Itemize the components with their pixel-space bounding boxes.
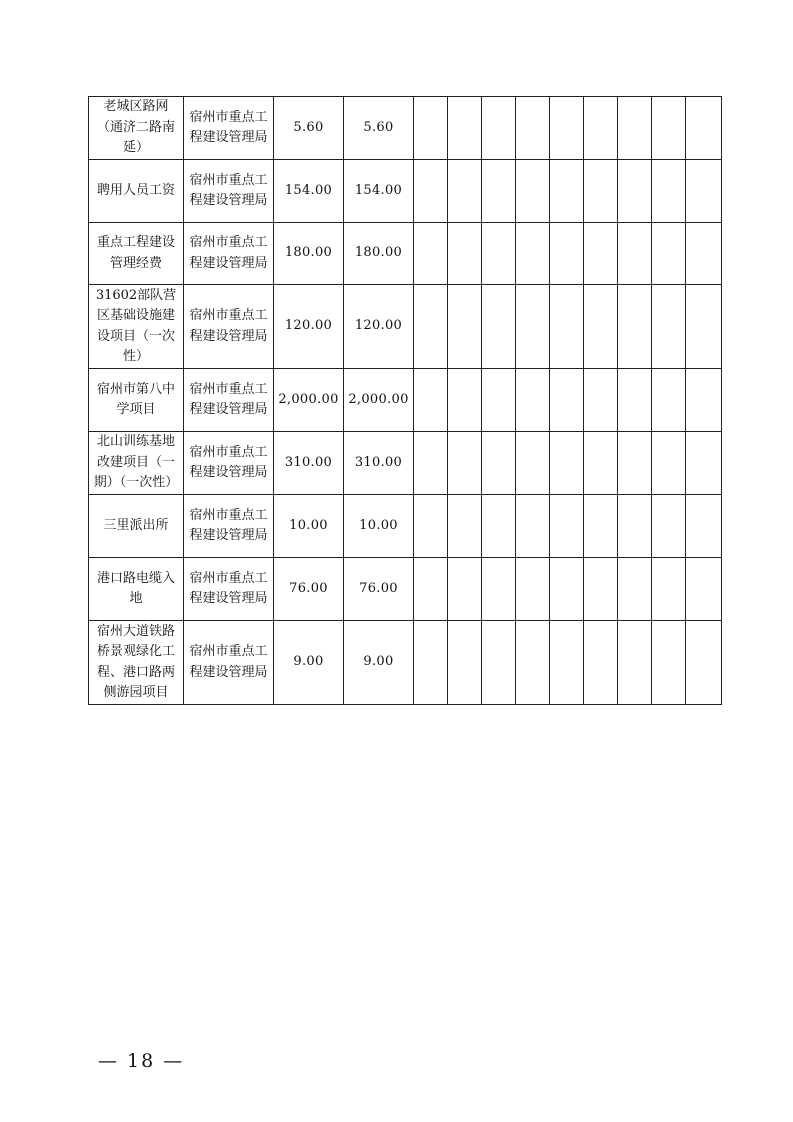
empty-cell [550, 223, 584, 285]
empty-cell [516, 558, 550, 621]
table-body [89, 97, 722, 705]
empty-cell [550, 495, 584, 558]
empty-cell [516, 97, 550, 160]
empty-cell [414, 223, 448, 285]
empty-cell [414, 97, 448, 160]
empty-cell [414, 432, 448, 495]
empty-cell [618, 97, 652, 160]
project-cell: 港口路电缆入地 [89, 558, 184, 621]
unit-cell: 宿州市重点工程建设管理局 [184, 97, 274, 160]
amount-total-cell: 9.00 [344, 621, 414, 705]
empty-cell [414, 558, 448, 621]
table-row [89, 160, 722, 223]
empty-cell [550, 369, 584, 432]
unit-cell: 宿州市重点工程建设管理局 [184, 285, 274, 369]
amount-total-cell: 10.00 [344, 495, 414, 558]
empty-cell [686, 160, 722, 223]
table-row [89, 223, 722, 285]
project-cell: 三里派出所 [89, 495, 184, 558]
amount-cell: 76.00 [274, 558, 344, 621]
empty-cell [618, 558, 652, 621]
amount-cell: 310.00 [274, 432, 344, 495]
project-cell: 聘用人员工资 [89, 160, 184, 223]
empty-cell [618, 621, 652, 705]
empty-cell [482, 369, 516, 432]
empty-cell [516, 432, 550, 495]
empty-cell [584, 160, 618, 223]
empty-cell [584, 97, 618, 160]
table-row [89, 432, 722, 495]
amount-total-cell: 180.00 [344, 223, 414, 285]
empty-cell [482, 97, 516, 160]
empty-cell [686, 285, 722, 369]
empty-cell [448, 495, 482, 558]
budget-table [88, 96, 722, 705]
empty-cell [686, 223, 722, 285]
project-cell: 重点工程建设管理经费 [89, 223, 184, 285]
empty-cell [414, 285, 448, 369]
empty-cell [482, 558, 516, 621]
empty-cell [516, 495, 550, 558]
empty-cell [618, 285, 652, 369]
page-number: — 18 — [98, 1050, 185, 1072]
empty-cell [482, 223, 516, 285]
empty-cell [618, 223, 652, 285]
unit-cell: 宿州市重点工程建设管理局 [184, 369, 274, 432]
empty-cell [550, 97, 584, 160]
empty-cell [550, 285, 584, 369]
unit-cell: 宿州市重点工程建设管理局 [184, 495, 274, 558]
empty-cell [448, 621, 482, 705]
amount-total-cell: 5.60 [344, 97, 414, 160]
empty-cell [584, 621, 618, 705]
empty-cell [618, 432, 652, 495]
empty-cell [618, 369, 652, 432]
empty-cell [652, 160, 686, 223]
table-row [89, 369, 722, 432]
empty-cell [652, 285, 686, 369]
empty-cell [448, 285, 482, 369]
empty-cell [516, 621, 550, 705]
unit-cell: 宿州市重点工程建设管理局 [184, 558, 274, 621]
empty-cell [584, 432, 618, 495]
empty-cell [584, 495, 618, 558]
empty-cell [414, 495, 448, 558]
empty-cell [618, 495, 652, 558]
empty-cell [448, 223, 482, 285]
empty-cell [482, 160, 516, 223]
empty-cell [482, 432, 516, 495]
empty-cell [516, 223, 550, 285]
empty-cell [414, 369, 448, 432]
empty-cell [686, 97, 722, 160]
unit-cell: 宿州市重点工程建设管理局 [184, 432, 274, 495]
empty-cell [482, 285, 516, 369]
table-row [89, 558, 722, 621]
project-cell: 宿州市第八中学项目 [89, 369, 184, 432]
project-cell: 老城区路网（通济二路南延） [89, 97, 184, 160]
project-cell: 31602部队营区基础设施建设项目（一次性） [89, 285, 184, 369]
amount-cell: 2,000.00 [274, 369, 344, 432]
empty-cell [652, 223, 686, 285]
project-cell: 北山训练基地改建项目（一期）（一次性） [89, 432, 184, 495]
empty-cell [448, 432, 482, 495]
empty-cell [448, 369, 482, 432]
amount-total-cell: 310.00 [344, 432, 414, 495]
amount-total-cell: 154.00 [344, 160, 414, 223]
empty-cell [550, 621, 584, 705]
amount-cell: 9.00 [274, 621, 344, 705]
empty-cell [550, 160, 584, 223]
empty-cell [550, 432, 584, 495]
empty-cell [448, 160, 482, 223]
amount-total-cell: 2,000.00 [344, 369, 414, 432]
empty-cell [414, 160, 448, 223]
empty-cell [652, 369, 686, 432]
amount-cell: 5.60 [274, 97, 344, 160]
empty-cell [516, 285, 550, 369]
empty-cell [652, 97, 686, 160]
unit-cell: 宿州市重点工程建设管理局 [184, 621, 274, 705]
empty-cell [448, 558, 482, 621]
table-row [89, 285, 722, 369]
empty-cell [686, 558, 722, 621]
empty-cell [550, 558, 584, 621]
table-row [89, 621, 722, 705]
amount-cell: 10.00 [274, 495, 344, 558]
amount-cell: 120.00 [274, 285, 344, 369]
amount-total-cell: 76.00 [344, 558, 414, 621]
amount-cell: 154.00 [274, 160, 344, 223]
empty-cell [516, 369, 550, 432]
empty-cell [686, 621, 722, 705]
table-row [89, 97, 722, 160]
empty-cell [584, 223, 618, 285]
amount-cell: 180.00 [274, 223, 344, 285]
empty-cell [414, 621, 448, 705]
empty-cell [482, 621, 516, 705]
table-row [89, 495, 722, 558]
empty-cell [686, 432, 722, 495]
unit-cell: 宿州市重点工程建设管理局 [184, 160, 274, 223]
empty-cell [652, 495, 686, 558]
project-cell: 宿州大道铁路桥景观绿化工程、港口路两侧游园项目 [89, 621, 184, 705]
empty-cell [584, 369, 618, 432]
empty-cell [584, 285, 618, 369]
amount-total-cell: 120.00 [344, 285, 414, 369]
unit-cell: 宿州市重点工程建设管理局 [184, 223, 274, 285]
empty-cell [686, 369, 722, 432]
empty-cell [584, 558, 618, 621]
empty-cell [652, 558, 686, 621]
empty-cell [482, 495, 516, 558]
empty-cell [652, 621, 686, 705]
empty-cell [686, 495, 722, 558]
empty-cell [618, 160, 652, 223]
empty-cell [516, 160, 550, 223]
empty-cell [448, 97, 482, 160]
empty-cell [652, 432, 686, 495]
